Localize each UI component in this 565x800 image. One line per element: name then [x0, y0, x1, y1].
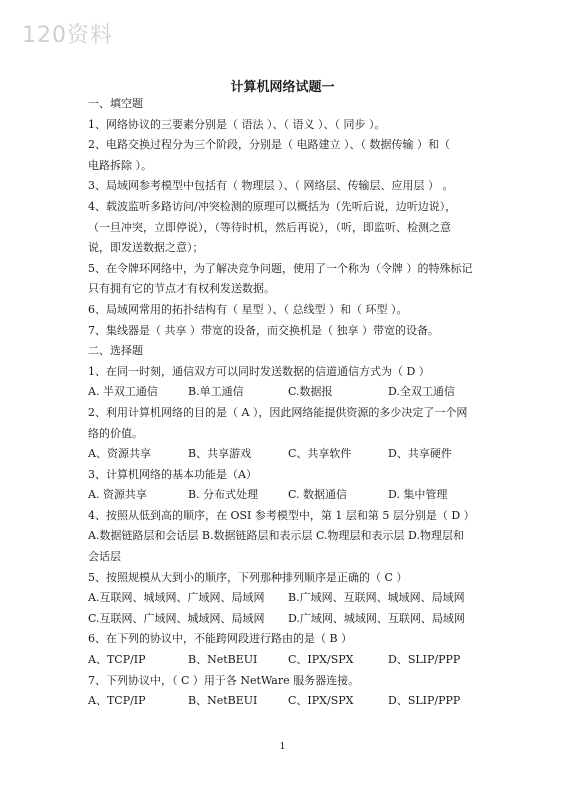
option-c: C.数据报 — [288, 385, 333, 399]
fill-question-5-line-2: 只有拥有它的节点才有权利发送数据。 — [88, 282, 275, 296]
fill-question-2-line-2: 电路拆除 ）。 — [88, 158, 152, 172]
option-a: A、TCP/IP — [88, 694, 146, 708]
option-d: D. 集中管理 — [388, 488, 448, 502]
page-number: 1 — [279, 742, 286, 752]
option-d: D.广域网、城域网、互联网、局域网 — [288, 611, 465, 625]
choice-question-3: 3、计算机网络的基本功能是（A） — [88, 467, 257, 481]
section-heading-choice: 二、选择题 — [88, 344, 143, 358]
choice-question-2-options — [88, 444, 488, 465]
fill-question-2-line-1: 2、电路交换过程分为三个阶段，分别是（ 电路建立 ）、（ 数据传输 ）和（ — [88, 138, 450, 152]
fill-question-4-line-2: （一旦冲突，立即停说），（等待时机，然后再说），（听，即监听、检测之意 — [88, 220, 451, 234]
option-d: D、共享硬件 — [388, 447, 452, 461]
choice-question-7-options — [88, 691, 488, 712]
option-d: D、SLIP/PPP — [388, 653, 461, 667]
choice-question-1-options — [88, 382, 488, 403]
option-b: B、NetBEUI — [188, 653, 258, 667]
page-title: 计算机网络试题一 — [230, 80, 335, 95]
option-a: A. 半双工通信 — [88, 385, 158, 399]
watermark: 120资料 — [22, 23, 113, 48]
option-c: C、IPX/SPX — [288, 694, 354, 708]
option-c: C、IPX/SPX — [288, 653, 354, 667]
section-heading-fill: 一、填空题 — [88, 97, 143, 110]
fill-question-1: 1、网络协议的三要素分别是（ 语法 ）、（ 语义 ）、（ 同步 ）。 — [88, 117, 386, 131]
option-b: B.单工通信 — [188, 385, 244, 399]
fill-question-7: 7、集线器是（ 共享 ）带宽的设备，而交换机是（ 独享 ）带宽的设备。 — [88, 323, 439, 337]
choice-question-4: 4、按照从低到高的顺序，在 OSI 参考模型中，第 1 层和第 5 层分别是（ D ） — [88, 508, 475, 522]
fill-question-4-line-3: 说，即发送数据之意）； — [88, 241, 204, 255]
choice-question-4-options-line-2: 会话层 — [88, 550, 121, 564]
option-b: B、共享游戏 — [188, 447, 252, 461]
option-a: A、资源共享 — [88, 447, 151, 461]
document-body — [88, 94, 488, 712]
choice-question-3-options — [88, 485, 488, 506]
choice-question-5: 5、按照规模从大到小的顺序，下列那种排列顺序是正确的（ C ） — [88, 570, 408, 584]
choice-question-2-line-1: 2、利用计算机网络的目的是（ A ），因此网络能提供资源的多少决定了一个网 — [88, 405, 468, 419]
choice-question-1: 1、在同一时刻，通信双方可以同时发送数据的信道通信方式为（ D ） — [88, 364, 430, 378]
choice-question-4-options-line-1: A.数据链路层和会话层 B.数据链路层和表示层 C.物理层和表示层 D.物理层和 — [88, 529, 464, 543]
option-a: A.互联网、城域网、广域网、局域网 — [88, 591, 265, 605]
option-c: C.互联网、广域网、城域网、局域网 — [88, 611, 265, 625]
option-c: C. 数据通信 — [288, 488, 348, 502]
choice-question-5-options-row-2 — [88, 609, 488, 630]
fill-question-3: 3、局域网参考模型中包括有（ 物理层 ）、（ 网络层、传输层、应用层 ） 。 — [88, 179, 454, 193]
option-a: A. 资源共享 — [88, 488, 147, 502]
option-b: B.广域网、互联网、城域网、局域网 — [288, 591, 465, 605]
option-b: B、NetBEUI — [188, 694, 258, 708]
option-d: D、SLIP/PPP — [388, 694, 461, 708]
option-c: C、共享软件 — [288, 447, 352, 461]
choice-question-7: 7、下列协议中，（ C ）用于各 NetWare 服务器连接。 — [88, 673, 360, 687]
fill-question-5-line-1: 5、在令牌环网络中，为了解决竞争问题，使用了一个称为（令牌 ）的特殊标记 — [88, 261, 473, 275]
option-a: A、TCP/IP — [88, 653, 146, 667]
fill-question-4-line-1: 4、载波监听多路访问/冲突检测的原理可以概括为（先听后说，边听边说）， — [88, 199, 457, 213]
option-b: B. 分布式处理 — [188, 488, 259, 502]
choice-question-5-options-row-1 — [88, 588, 488, 609]
fill-question-6: 6、局域网常用的拓扑结构有（ 星型 ）、（ 总线型 ）和（ 环型 ）。 — [88, 302, 408, 316]
choice-question-6-options — [88, 650, 488, 671]
choice-question-6: 6、在下列的协议中，不能跨网段进行路由的是（ B ） — [88, 632, 353, 646]
choice-question-2-line-2: 络的价值。 — [88, 426, 143, 440]
option-d: D.全双工通信 — [388, 385, 455, 399]
